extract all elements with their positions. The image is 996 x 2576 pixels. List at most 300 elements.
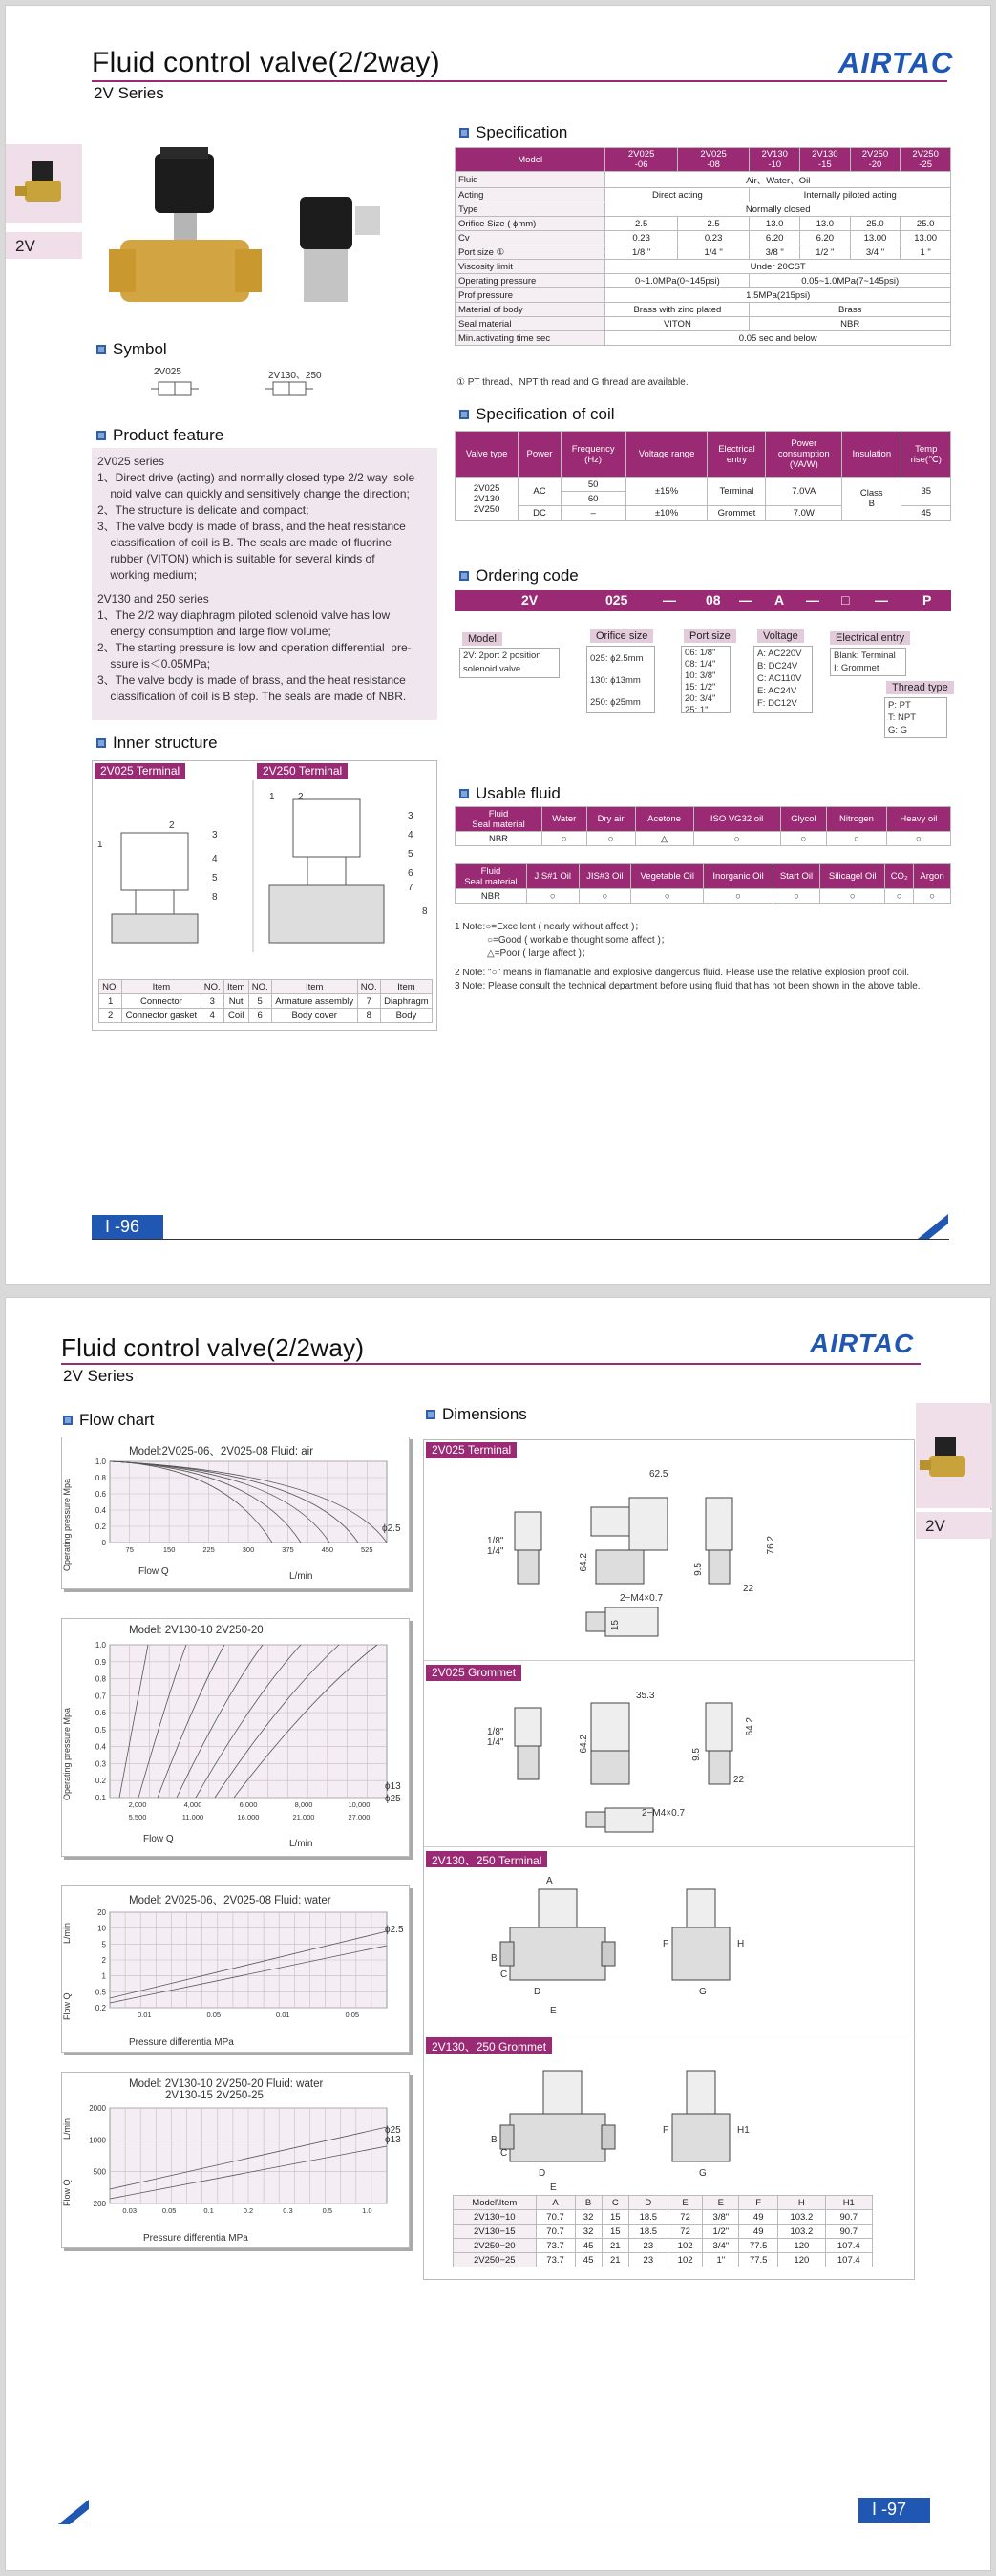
side-tab-2v[interactable]: 2V — [6, 230, 82, 259]
table-row — [456, 288, 951, 303]
chart1-xlabel: L/min — [289, 1571, 313, 1582]
port-option: 08: 1/4" — [685, 659, 716, 670]
chart3-xlabel: Pressure differentia MPa — [129, 2037, 234, 2048]
coil-header-cell: Insulation — [842, 432, 901, 478]
fluid-notes — [455, 921, 956, 993]
ordering-entry-box — [830, 648, 906, 676]
bullet-icon — [96, 738, 106, 748]
table-cell: 7 — [357, 994, 380, 1009]
dim-tag-2v025-grommet: 2V025 Grommet — [426, 1665, 521, 1681]
entry-option: I: Grommet — [834, 663, 879, 673]
dimensions-table — [453, 2195, 873, 2267]
x-tick-label: 4,000 — [183, 1800, 202, 1809]
coil-header-cell: Electrical entry — [708, 432, 766, 478]
fluid-table-2 — [455, 863, 951, 904]
svg-text:5: 5 — [408, 849, 413, 860]
table-cell: Operating pressure — [456, 274, 605, 288]
coil-header-cell: Temp rise(℃) — [901, 432, 951, 478]
table-cell: ○ — [885, 889, 914, 904]
table-cell: 23 — [628, 2253, 668, 2267]
voltage-option: F: DC12V — [757, 698, 797, 709]
table-cell: 102 — [668, 2253, 703, 2267]
ordering-model-label: Model — [462, 632, 502, 646]
coil-ac-consumption: 7.0VA — [766, 478, 842, 506]
dimensions-heading — [426, 1405, 527, 1424]
y-tick-label: 0.1 — [95, 1794, 106, 1802]
table-cell: ○ — [586, 832, 635, 846]
table-header-cell: 2V025 -06 — [605, 148, 677, 172]
table-cell: ○ — [526, 889, 579, 904]
table-cell: NBR — [456, 889, 527, 904]
table-row — [99, 1009, 433, 1023]
table-header-cell: ISO VG32 oil — [693, 807, 780, 832]
table-cell: 0.05 sec and below — [605, 331, 951, 346]
table-row — [456, 478, 951, 492]
table-header-cell: Item — [223, 980, 248, 994]
y-tick-label: 1 — [101, 1971, 106, 1981]
table-cell: Orifice Size ( ϕmm) — [456, 217, 605, 231]
dim2-h2: 64.2 — [745, 1717, 755, 1736]
y-tick-label: 0 — [101, 1539, 106, 1547]
chart4-tag2: ϕ13 — [385, 2135, 401, 2145]
chart4-xlabel: Pressure differentia MPa — [143, 2233, 248, 2244]
coil-ac-power: AC — [519, 478, 561, 506]
table-header-cell: Nitrogen — [827, 807, 887, 832]
table-cell: 13.00 — [850, 231, 901, 245]
dim1-h2: 76.2 — [766, 1536, 776, 1555]
svg-text:B: B — [491, 1953, 498, 1964]
table-header-cell: JIS#3 Oil — [579, 864, 631, 889]
table-cell: ○ — [914, 889, 951, 904]
flow-chart-2 — [61, 1618, 410, 1857]
table-row — [456, 202, 951, 217]
table-cell: 15 — [602, 2210, 628, 2225]
table-cell: 72 — [668, 2210, 703, 2225]
chart3-model: Model: 2V025-06、2V025-08 Fluid: water — [129, 1895, 331, 1906]
code-port: 08 — [706, 592, 721, 607]
table-cell: H — [778, 2196, 825, 2210]
feature-item: 1、The 2/2 way diaphragm piloted solenoid valve has low energy consumption and large flow volume; — [97, 608, 391, 638]
svg-text:3: 3 — [408, 811, 413, 821]
x-tick-label: 0.01 — [275, 2011, 290, 2019]
page-number: I -97 — [858, 2498, 930, 2523]
product-photo — [92, 130, 435, 321]
coil-dc-temp: 45 — [901, 506, 951, 521]
table-cell: Body cover — [271, 1009, 357, 1023]
code-thread: P — [922, 592, 932, 607]
dim-2v025-terminal-drawing — [462, 1459, 882, 1650]
x-tick-label: 0.05 — [161, 2206, 177, 2215]
table-row — [456, 807, 951, 832]
table-cell: Cv — [456, 231, 605, 245]
table-cell: Connector — [122, 994, 201, 1009]
coil-dc-range: ±10% — [625, 506, 708, 521]
table-cell: VITON — [605, 317, 750, 331]
chart4-model: Model: 2V130-10 2V250-20 Fluid: water — [129, 2078, 324, 2090]
coil-dc-entry: Grommet — [708, 506, 766, 521]
table-cell: B — [575, 2196, 602, 2210]
airtac-corner-icon — [918, 1214, 951, 1239]
table-cell: 120 — [778, 2253, 825, 2267]
fluid-note: △=Poor ( large affect )； — [487, 948, 591, 959]
coil-insulation: Class B — [842, 478, 901, 521]
table-cell: 107.4 — [825, 2239, 872, 2253]
dim1-b: 22 — [743, 1584, 754, 1594]
y-tick-label: 0.5 — [95, 1725, 106, 1735]
table-cell: 32 — [575, 2210, 602, 2225]
table-header-cell: Item — [271, 980, 357, 994]
valve-thumbnail-icon — [916, 1403, 992, 1508]
x-tick-label-b: 5,500 — [128, 1813, 147, 1821]
table-cell: ○ — [827, 832, 887, 846]
table-header-cell: Dry air — [586, 807, 635, 832]
table-cell: H1 — [825, 2196, 872, 2210]
chart3-flow: Flow Q — [62, 1992, 72, 2020]
table-header-cell: JIS#1 Oil — [526, 864, 579, 889]
svg-text:H: H — [737, 1939, 745, 1949]
fluid-note: ○=Good ( workable thought some affect )； — [487, 935, 670, 946]
chart2-plot — [81, 1640, 396, 1831]
table-cell: ○ — [693, 832, 780, 846]
table-header-cell: Vegetable Oil — [631, 864, 704, 889]
svg-text:B: B — [491, 2135, 498, 2145]
bullet-icon — [96, 345, 106, 354]
table-header-cell: CO₂ — [885, 864, 914, 889]
feature-box — [92, 448, 437, 720]
table-row — [456, 331, 951, 346]
code-dash: — — [663, 592, 676, 607]
voltage-option: C: AC110V — [757, 673, 802, 684]
voltage-option: B: DC24V — [757, 661, 798, 671]
dim1-width: 62.5 — [649, 1469, 668, 1480]
code-orifice: 025 — [605, 592, 628, 607]
svg-text:D: D — [534, 1987, 541, 1997]
table-header-cell: 2V130 -15 — [800, 148, 851, 172]
dim2-width: 35.3 — [636, 1691, 655, 1701]
feature-item: 2、The structure is delicate and compact; — [97, 503, 309, 517]
thread-option: G: G — [888, 725, 908, 735]
table-cell: D — [628, 2196, 668, 2210]
table-header-cell: Model — [456, 148, 605, 172]
ordering-entry-label: Electrical entry — [830, 631, 910, 645]
table-cell: 32 — [575, 2225, 602, 2239]
valve-thumbnail-icon — [6, 144, 82, 223]
svg-text:8: 8 — [422, 906, 428, 917]
specification-heading — [459, 123, 567, 142]
table-cell: NBR — [456, 832, 542, 846]
chart2-xlabel: L/min — [289, 1839, 313, 1849]
svg-text:3: 3 — [212, 830, 218, 841]
table-cell: 23 — [628, 2239, 668, 2253]
svg-text:C: C — [500, 2148, 508, 2159]
chart2-ylabel: Operating pressure Mpa — [62, 1707, 72, 1800]
table-cell: 18.5 — [628, 2210, 668, 2225]
dim-divider — [424, 1660, 914, 1661]
footer-rule — [92, 1239, 949, 1240]
dim-divider — [424, 1846, 914, 1847]
table-cell: 1/2" — [703, 2225, 739, 2239]
table-cell: 3 — [201, 994, 223, 1009]
airtac-corner-icon — [58, 2500, 92, 2524]
x-tick-label: 0.05 — [206, 2011, 222, 2019]
coil-header-cell: Voltage range — [625, 432, 708, 478]
coil-table — [455, 431, 951, 521]
feature-title: Product feature — [113, 426, 224, 444]
coil-types: 2V025 2V130 2V250 — [456, 478, 519, 521]
table-cell: 120 — [778, 2239, 825, 2253]
entry-option: Blank: Terminal — [834, 650, 896, 661]
ordering-voltage-label: Voltage — [757, 629, 804, 643]
table-cell: 73.7 — [536, 2253, 575, 2267]
x-tick-label: 150 — [162, 1545, 176, 1554]
x-tick-label-b: 27,000 — [348, 1813, 371, 1821]
svg-text:F: F — [663, 2125, 669, 2136]
table-cell: 3/8 " — [750, 245, 800, 260]
dim2-screw: 2−M4×0.7 — [642, 1808, 686, 1819]
svg-text:F: F — [663, 1939, 669, 1949]
voltage-option: E: AC24V — [757, 686, 797, 696]
voltage-option: A: AC220V — [757, 649, 802, 659]
title-rule — [61, 1363, 921, 1365]
svg-text:6: 6 — [408, 868, 413, 879]
svg-text:G: G — [699, 2168, 707, 2179]
table-cell: 4 — [201, 1009, 223, 1023]
table-header-cell: Acetone — [635, 807, 693, 832]
table-cell: ○ — [773, 889, 820, 904]
table-cell: 102 — [668, 2239, 703, 2253]
svg-text:A: A — [546, 1876, 553, 1886]
y-tick-label: 1.0 — [95, 1458, 106, 1466]
dim1-screw: 2−M4×0.7 — [620, 1593, 664, 1604]
orifice-option: 025: ϕ2.5mm — [590, 653, 644, 664]
table-cell: Nut — [223, 994, 248, 1009]
coil-heading — [459, 405, 615, 424]
table-cell: Fluid — [456, 172, 605, 188]
table-header-cell: Item — [122, 980, 201, 994]
y-tick-label: 0.7 — [95, 1692, 106, 1701]
table-cell: 3/4 " — [850, 245, 901, 260]
table-header-cell: Heavy oil — [886, 807, 950, 832]
table-cell: 103.2 — [778, 2225, 825, 2239]
x-tick-label: 0.5 — [322, 2206, 333, 2215]
chart4-plot — [81, 2103, 396, 2227]
svg-text:D: D — [539, 2168, 546, 2179]
table-row — [454, 2196, 873, 2210]
x-tick-label-b: 16,000 — [237, 1813, 260, 1821]
table-cell: ○ — [820, 889, 885, 904]
dim-2v130-grommet-drawing — [481, 2056, 863, 2200]
ordering-thread-box — [884, 697, 947, 738]
x-tick-label: 10,000 — [348, 1800, 371, 1809]
table-header-cell: Item — [380, 980, 432, 994]
feature-item: 2、The starting pressure is low and operation differential pre- ssure is＜0.05MPa; — [97, 641, 412, 671]
chart2-model: Model: 2V130-10 2V250-20 — [129, 1625, 264, 1636]
table-cell: 2V250−20 — [454, 2239, 537, 2253]
table-cell: 77.5 — [739, 2239, 778, 2253]
dimensions-panel — [423, 1439, 915, 2280]
table-cell: 2V130−15 — [454, 2225, 537, 2239]
chart1-model: Model:2V025-06、2V025-08 Fluid: air — [129, 1446, 314, 1458]
table-header-cell: Water — [542, 807, 587, 832]
table-cell: 1 — [99, 994, 122, 1009]
chart2-flow: Flow Q — [143, 1834, 174, 1844]
table-row — [456, 432, 951, 478]
x-tick-label: 450 — [321, 1545, 334, 1554]
chart1-flow: Flow Q — [138, 1566, 169, 1577]
table-cell: Port size ① — [456, 245, 605, 260]
table-cell: ○ — [886, 832, 950, 846]
y-tick-label: 0.8 — [95, 1674, 106, 1684]
bullet-icon — [459, 410, 469, 419]
table-cell: Prof pressure — [456, 288, 605, 303]
coil-header-cell: Power — [519, 432, 561, 478]
side-tab-2v[interactable]: 2V — [916, 1510, 992, 1539]
coil-freq-60: 60 — [561, 492, 625, 506]
code-dash: — — [739, 592, 752, 607]
y-tick-label: 0.2 — [95, 2004, 106, 2012]
feature-group1-title: 2V025 series — [97, 455, 165, 468]
y-tick-label: 0.2 — [95, 1522, 106, 1531]
y-tick-label: 0.8 — [95, 1474, 106, 1482]
table-cell: △ — [635, 832, 693, 846]
table-cell: Viscosity limit — [456, 260, 605, 274]
table-cell: 77.5 — [739, 2253, 778, 2267]
table-cell: ○ — [780, 832, 827, 846]
y-tick-label: 1.0 — [95, 1641, 106, 1650]
x-tick-label-b: 21,000 — [292, 1813, 315, 1821]
table-cell: E — [703, 2196, 739, 2210]
inner-structure-panel — [92, 760, 437, 1031]
symbol-title: Symbol — [113, 340, 167, 358]
x-tick-label: 225 — [202, 1545, 215, 1554]
table-cell: 45 — [575, 2239, 602, 2253]
chart4-flow: Flow Q — [62, 2179, 72, 2206]
dim1-ports: 1/8" 1/4" — [487, 1536, 504, 1557]
coil-title: Specification of coil — [476, 405, 615, 423]
chart4-model2: 2V130-15 2V250-25 — [165, 2090, 264, 2101]
table-header-cell: 2V130 -10 — [750, 148, 800, 172]
x-tick-label: 0.2 — [243, 2206, 254, 2215]
table-cell: 18.5 — [628, 2225, 668, 2239]
table-cell: 6.20 — [800, 231, 851, 245]
side-tab-image — [6, 144, 82, 223]
fluid-table-1 — [455, 806, 951, 846]
table-cell: 73.7 — [536, 2239, 575, 2253]
table-row — [456, 317, 951, 331]
table-row — [456, 188, 951, 202]
series-label: 2V Series — [94, 84, 164, 102]
table-cell: 1/4 " — [677, 245, 750, 260]
table-row — [99, 980, 433, 994]
table-header-cell: NO. — [248, 980, 271, 994]
table-cell: 45 — [575, 2253, 602, 2267]
spec-title: Specification — [476, 123, 568, 141]
inner-structure-table — [98, 979, 433, 1023]
table-cell: Seal material — [456, 317, 605, 331]
table-cell: 13.0 — [800, 217, 851, 231]
y-tick-label: 200 — [93, 2200, 106, 2208]
y-tick-label: 1000 — [89, 2136, 106, 2145]
svg-text:1: 1 — [269, 792, 275, 802]
fluid-note: 2 Note: "○" means in flamanable and explosive dangerous fluid. Please use the relative explosion proof coil. — [455, 968, 910, 978]
title-rule — [92, 80, 947, 82]
table-cell: E — [668, 2196, 703, 2210]
table-cell: ○ — [579, 889, 631, 904]
dim2-ports: 1/8" 1/4" — [487, 1727, 504, 1748]
table-cell: NBR — [750, 317, 951, 331]
dim-tag-2v130-terminal: 2V130、250 Terminal — [426, 1851, 547, 1867]
x-tick-label: 0.3 — [283, 2206, 293, 2215]
svg-text:C: C — [500, 1969, 508, 1980]
dim2-h1: 64.2 — [579, 1735, 589, 1754]
coil-header-cell: Frequency (Hz) — [561, 432, 625, 478]
feature-item: 3、The valve body is made of brass, and the heat resistance classification of coil is B step. The seals are made of NBR. — [97, 673, 407, 703]
thread-option: P: PT — [888, 700, 911, 711]
table-cell: F — [739, 2196, 778, 2210]
table-row — [454, 2239, 873, 2253]
table-cell: 25.0 — [901, 217, 951, 231]
tag-2v025-terminal: 2V025 Terminal — [95, 763, 185, 779]
fluid-note: 1 Note:○=Excellent ( nearly without affect )； — [455, 922, 645, 932]
page-title: Fluid control valve(2/2way) — [61, 1333, 365, 1362]
page-number: I -96 — [92, 1215, 163, 1240]
chart2-tag2: ϕ25 — [385, 1794, 401, 1804]
table-row — [456, 245, 951, 260]
page-i-97 — [5, 1297, 991, 2571]
coil-dc-freq: – — [561, 506, 625, 521]
table-cell: 1/2 " — [800, 245, 851, 260]
thread-option: T: NPT — [888, 713, 917, 723]
ordering-orifice-label: Orifice size — [590, 629, 653, 643]
bullet-icon — [426, 1410, 435, 1419]
table-cell: 103.2 — [778, 2210, 825, 2225]
code-dash: — — [875, 592, 888, 607]
x-tick-label: 525 — [361, 1545, 373, 1554]
code-model: 2V — [521, 592, 539, 607]
y-tick-label: 0.4 — [95, 1506, 106, 1515]
table-header-cell: NO. — [357, 980, 380, 994]
coil-dc-power: DC — [519, 506, 561, 521]
table-cell: Brass — [750, 303, 951, 317]
svg-text:E: E — [550, 2006, 557, 2016]
table-header-cell: Fluid Seal material — [456, 864, 527, 889]
symbol-2v130-label: 2V130、250 — [268, 371, 322, 381]
y-tick-label: 0.5 — [95, 1988, 106, 1997]
table-row — [456, 832, 951, 846]
feature-item: 3、The valve body is made of brass, and the heat resistance classification of coil is B. The seals are made of fluorine rubber (VITON) which is suitable for several kinds of working medium; — [97, 520, 406, 582]
x-tick-label: 6,000 — [239, 1800, 258, 1809]
table-row — [454, 2210, 873, 2225]
table-cell: 2 — [99, 1009, 122, 1023]
table-cell: ○ — [542, 832, 587, 846]
table-row — [456, 303, 951, 317]
table-cell: 0.23 — [677, 231, 750, 245]
y-tick-label: 0.2 — [95, 1777, 106, 1786]
table-cell: 25.0 — [850, 217, 901, 231]
table-header-cell: Inorganic Oil — [704, 864, 773, 889]
page-i-96 — [5, 5, 991, 1285]
specification-table — [455, 147, 951, 346]
dim1-h1: 64.2 — [579, 1553, 589, 1572]
x-tick-label: 75 — [125, 1545, 134, 1554]
table-row — [456, 148, 951, 172]
port-option: 20: 3/4" — [685, 693, 716, 704]
page-title: Fluid control valve(2/2way) — [92, 47, 440, 78]
table-row — [456, 172, 951, 188]
bullet-icon — [459, 571, 469, 581]
dim1-c: 15 — [610, 1620, 621, 1631]
table-cell: Type — [456, 202, 605, 217]
